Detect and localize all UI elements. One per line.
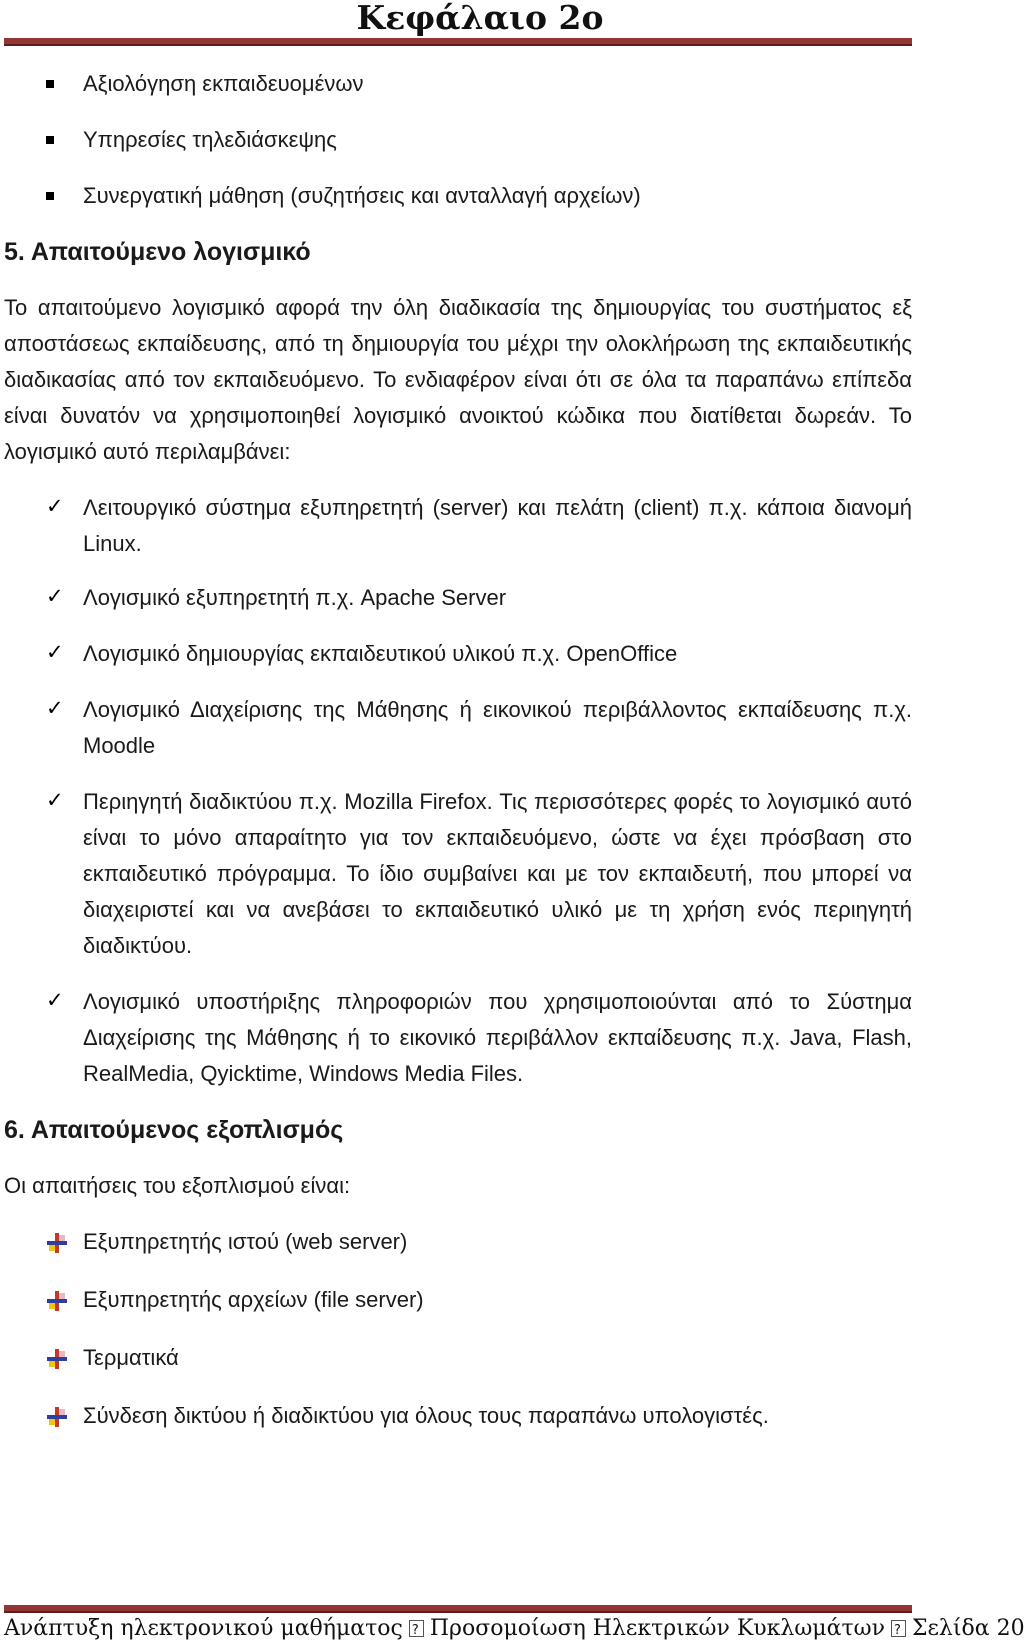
square-bullet-icon [46, 192, 54, 200]
page-number: Σελίδα 20 [911, 1616, 1025, 1641]
check-icon: ✓ [46, 697, 64, 720]
list-item: Υπηρεσίες τηλεδιάσκεψης [4, 122, 912, 158]
footer-course-title: Ανάπτυξη ηλεκτρονικού μαθήματος [4, 1616, 403, 1641]
separator-icon [409, 1620, 424, 1637]
footer-rule [4, 1605, 912, 1613]
list-item: Αξιολόγηση εκπαιδευομένων [4, 66, 912, 102]
footer-subtitle: Προσομοίωση Ηλεκτρικών Κυκλωμάτων [429, 1616, 885, 1641]
list-item: ✓ Λογισμικό Διαχείρισης της Μάθησης ή εικονικού περιβάλλοντος εκπαίδευσης π.χ. Moodle [4, 692, 912, 764]
list-item: ✓ Περιηγητή διαδικτύου π.χ. Mozilla Firefox. Τις περισσότερες φορές το λογισμικό αυτό είναι το μόνο απαραίτητο για τον εκπαιδευόμενο, ώστε να έχει πρόσβαση στο εκπαιδευτικό πρόγραμμα. Το ίδιο συμβαίνει και με τον εκπαιδευτή, που μπορεί να διαχειριστεί και να ανεβάσει το εκπαιδευτικό υλικό με τη χρήση ενός περιηγητή διαδικτύου. [4, 784, 912, 964]
list-item: Εξυπηρετητής αρχείων (file server) [4, 1282, 912, 1318]
list-item: Σύνδεση δικτύου ή διαδικτύου για όλους τους παραπάνω υπολογιστές. [4, 1398, 912, 1434]
software-list [4, 490, 912, 1092]
separator-icon [891, 1620, 906, 1637]
cross-bullet-icon [46, 1348, 68, 1370]
equipment-list [4, 1224, 912, 1434]
intro-list [4, 66, 912, 214]
check-icon: ✓ [46, 641, 64, 664]
list-item: Συνεργατική μάθηση (συζητήσεις και ανταλλαγή αρχείων) [4, 178, 912, 214]
header-rule [4, 38, 912, 46]
square-bullet-icon [46, 80, 54, 88]
page-content [4, 66, 912, 1434]
cross-bullet-icon [46, 1232, 68, 1254]
cross-bullet-icon [46, 1290, 68, 1312]
check-icon: ✓ [46, 789, 64, 812]
check-icon: ✓ [46, 585, 64, 608]
check-icon: ✓ [46, 989, 64, 1012]
list-item: ✓ Λογισμικό υποστήριξης πληροφοριών που χρησιμοποιούνται από το Σύστημα Διαχείρισης της Μάθησης ή το εικονικό περιβάλλον εκπαίδευσης π.χ. Java, Flash, RealMedia, Qyicktime, Windows Media Files. [4, 984, 912, 1092]
list-item: Τερματικά [4, 1340, 912, 1376]
chapter-title: Κεφάλαιο 2ο [356, 0, 604, 37]
list-item: Εξυπηρετητής ιστού (web server) [4, 1224, 912, 1260]
cross-bullet-icon [46, 1406, 68, 1428]
list-item: ✓ Λογισμικό δημιουργίας εκπαιδευτικού υλικού π.χ. OpenOffice [4, 636, 912, 672]
section-heading: 5. Απαιτούμενο λογισμικό [4, 238, 311, 266]
list-item: ✓ Λειτουργικό σύστημα εξυπηρετητή (server) και πελάτη (client) π.χ. κάποια διανομή Linux. [4, 490, 912, 562]
list-item: ✓ Λογισμικό εξυπηρετητή π.χ. Apache Server [4, 580, 912, 616]
square-bullet-icon [46, 136, 54, 144]
check-icon: ✓ [46, 495, 64, 518]
section-paragraph: Το απαιτούμενο λογισμικό αφορά την όλη διαδικασία της δημιουργίας του συστήματος εξ αποστάσεως εκπαίδευσης, από τη δημιουργία του μέχρι την ολοκλήρωση της εκπαιδευτικής διαδικασίας από τον εκπαιδευόμενο. Το ενδιαφέρον είναι ότι σε όλα τα παραπάνω επίπεδα είναι δυνατόν να χρησιμοποιηθεί λογισμικό ανοικτού κώδικα που διατίθεται δωρεάν. Το λογισμικό αυτό περιλαμβάνει: [4, 295, 912, 464]
section-heading: 6. Απαιτούμενος εξοπλισμός [4, 1116, 344, 1144]
section-paragraph: Οι απαιτήσεις του εξοπλισμού είναι: [4, 1173, 351, 1198]
page-footer [4, 1614, 1025, 1644]
